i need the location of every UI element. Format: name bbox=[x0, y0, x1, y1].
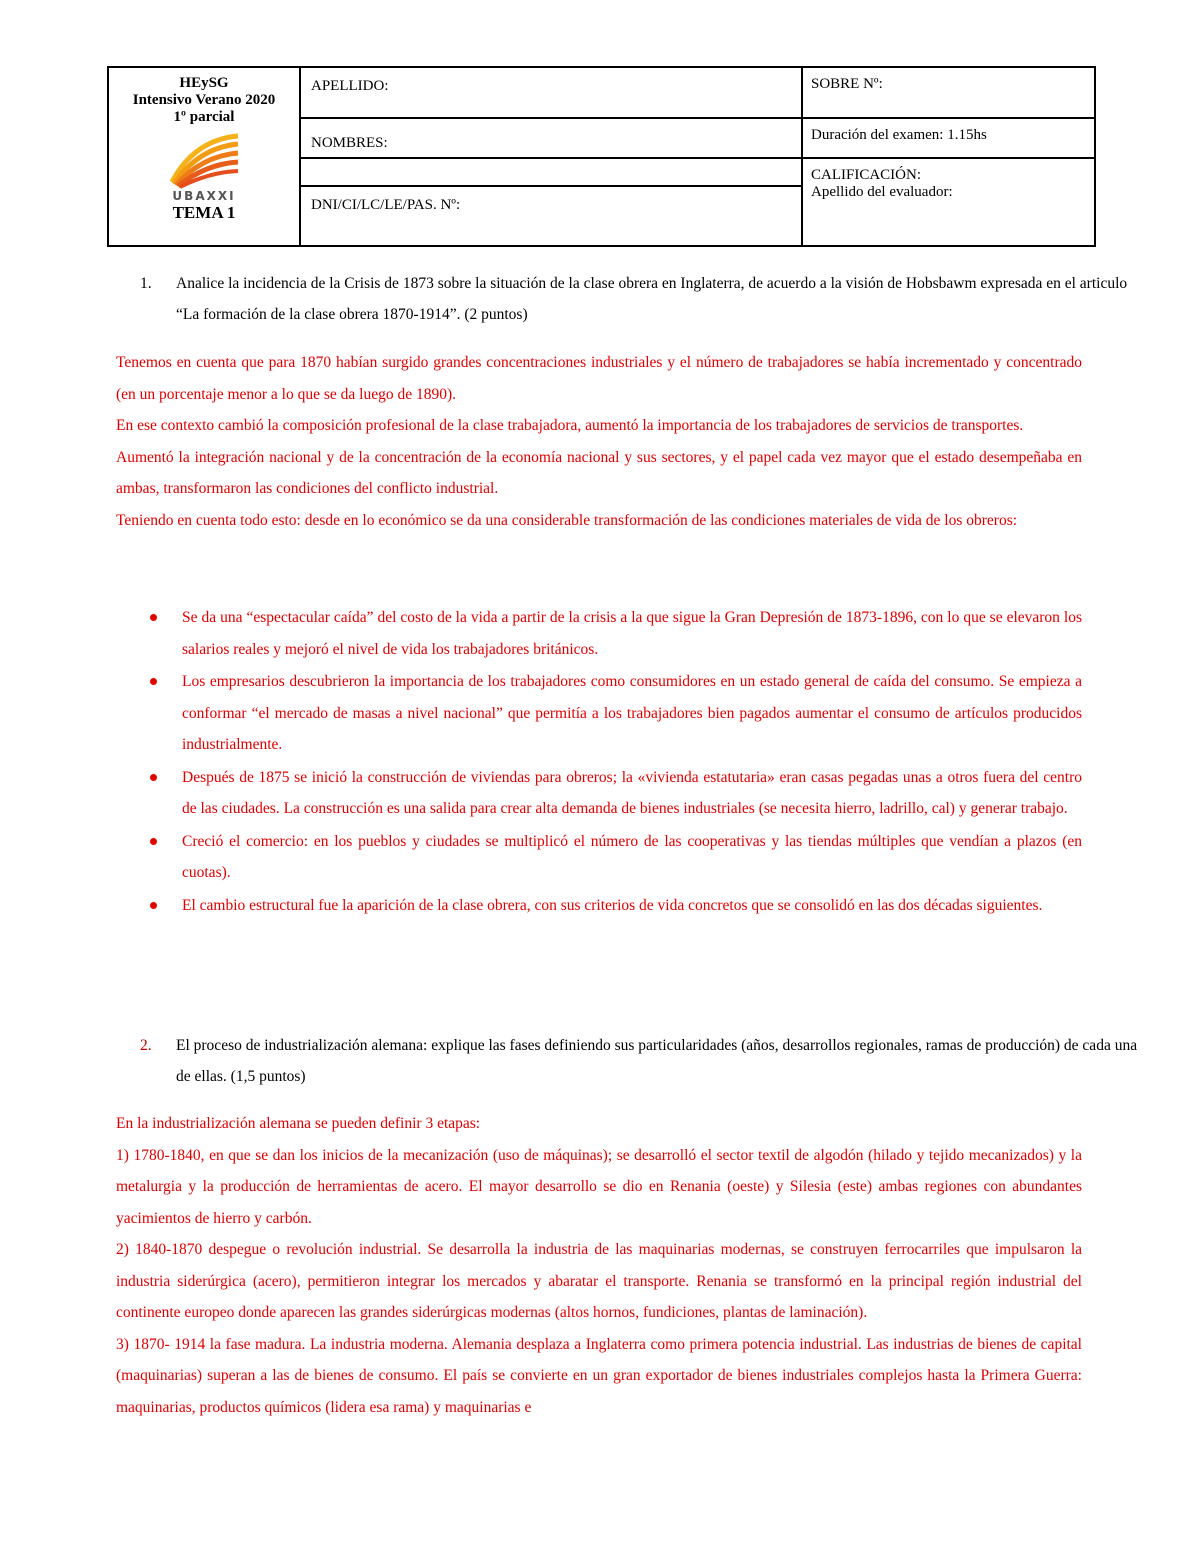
answer-1-bullet-list bbox=[150, 602, 1082, 922]
exam-part: 1º parcial bbox=[173, 109, 235, 125]
envelope-number-cell[interactable] bbox=[802, 67, 1095, 118]
surname-cell[interactable] bbox=[300, 67, 802, 118]
id-label: DNI/CI/LC/LE/PAS. Nº: bbox=[311, 197, 461, 213]
bullet-icon bbox=[150, 774, 157, 781]
answer-1-paragraph: Tenemos en cuenta que para 1870 habían surgido grandes concentraciones industriales y el número de trabajadores se había incrementado y concentrado (en un porcentaje menor a lo que se da luego de 1890). bbox=[116, 354, 1082, 403]
bullet-text: Después de 1875 se inició la construcción de viviendas para obreros; la «vivienda estatutaria» eran casas pegadas unas a otros fuera del centro de las ciudades. La construcción es una salida para crear alta demanda de bienes industriales (se necesita hierro, ladrillo, cal) y generar trabajo. bbox=[182, 768, 1082, 817]
question-2-number: 2. bbox=[140, 1037, 152, 1054]
answer-2 bbox=[116, 1108, 1082, 1423]
question-2 bbox=[140, 1030, 1140, 1092]
bullet-icon bbox=[150, 838, 157, 845]
bullet-item bbox=[150, 762, 1082, 825]
exam-topic: TEMA 1 bbox=[172, 203, 236, 222]
bullet-item bbox=[150, 602, 1082, 665]
names-cell[interactable] bbox=[300, 118, 802, 158]
answer-2-paragraph: En la industrialización alemana se pueden definir 3 etapas: bbox=[116, 1115, 481, 1132]
bullet-icon bbox=[150, 614, 157, 621]
answer-2-paragraph: 2) 1840-1870 despegue o revolución industrial. Se desarrolla la industria de las maquinarias modernas, se construyen ferrocarriles que impulsaron la industria siderúrgica (acero), permitieron integrar los mercados y abaratar el transporte. Renania se transformó en la principal región industrial del continente europeo donde aparecen las grandes siderúrgicas modernas (altos hornos, fundiciones, plantas de laminación). bbox=[116, 1241, 1082, 1321]
envelope-label: SOBRE Nº: bbox=[811, 76, 883, 92]
bullet-icon bbox=[150, 902, 157, 909]
course-name: HEySG bbox=[179, 75, 229, 91]
question-1-number: 1. bbox=[140, 275, 152, 292]
bullet-item bbox=[150, 826, 1082, 889]
id-number-cell[interactable] bbox=[300, 158, 802, 246]
bullet-text: El cambio estructural fue la aparición de la clase obrera, con sus criterios de vida concretos que se consolidó en las dos décadas siguientes. bbox=[182, 896, 1043, 914]
answer-2-paragraph: 1) 1780-1840, en que se dan los inicios de la mecanización (uso de máquinas); se desarrolló el sector textil de algodón (hilado y tejido mecanizados) y la metalurgia y la producción de herramientas de acero. El mayor desarrollo se dio en Renania (oeste) y Silesia (este) ambas regiones con abundantes yacimientos de hierro y carbón. bbox=[116, 1146, 1082, 1227]
question-2-text: El proceso de industrialización alemana: explique las fases definiendo sus particularidades (años, desarrollos regionales, ramas de producción) de cada una de ellas. (1,5 puntos) bbox=[176, 1037, 1138, 1085]
ubaxxi-logo bbox=[164, 132, 244, 202]
grade-label: CALIFICACIÓN: bbox=[811, 167, 922, 183]
bullet-item bbox=[150, 666, 1082, 761]
course-term: Intensivo Verano 2020 bbox=[132, 92, 276, 108]
course-logo-cell bbox=[108, 67, 300, 246]
grade-cell[interactable] bbox=[802, 158, 1095, 246]
question-1-text: Analice la incidencia de la Crisis de 1873 sobre la situación de la clase obrera en Inglaterra, de acuerdo a la visión de Hobsbawm expresada en el articulo “La formación de la clase obrera 1870-1914”. (2 puntos) bbox=[176, 275, 1128, 323]
question-1 bbox=[140, 268, 1140, 330]
answer-1-paragraph: Aumentó la integración nacional y de la concentración de la economía nacional y sus sectores, y el papel cada vez mayor que el estado desempeñaba en ambas, transformaron las condiciones del conflicto industrial. bbox=[116, 448, 1082, 497]
bullet-item bbox=[150, 890, 1082, 922]
answer-1-paragraph: En ese contexto cambió la composición profesional de la clase trabajadora, aumentó la importancia de los trabajadores de servicios de transportes. bbox=[116, 417, 1024, 434]
bullet-text: Los empresarios descubrieron la importancia de los trabajadores como consumidores en un estado general de caída del consumo. Se empieza a conformar “el mercado de masas a nivel nacional” que permitía a los trabajadores bien pagados aumentar el consumo de artículos producidos industrialmente. bbox=[182, 673, 1082, 753]
evaluator-label: Apellido del evaluador: bbox=[811, 184, 953, 200]
course-title bbox=[109, 75, 299, 126]
bullet-text: Creció el comercio: en los pueblos y ciudades se multiplicó el número de las cooperativas y las tiendas múltiples que vendían a plazos (en cuotas). bbox=[182, 832, 1082, 881]
surname-label: APELLIDO: bbox=[311, 78, 389, 94]
duration-label: Duración del examen: 1.15hs bbox=[811, 126, 987, 143]
exam-header-table bbox=[107, 66, 1096, 247]
bullet-text: Se da una “espectacular caída” del costo de la vida a partir de la crisis a la que sigue la Gran Depresión de 1873-1896, con lo que se elevaron los salarios reales y mejoró el nivel de vida los trabajadores británicos. bbox=[182, 609, 1082, 658]
answer-1-paragraph: Teniendo en cuenta todo esto: desde en lo económico se da una considerable transformación de las condiciones materiales de vida de los obreros: bbox=[116, 511, 1018, 529]
logo-text: UBAXXI bbox=[172, 189, 236, 202]
names-label: NOMBRES: bbox=[311, 134, 388, 151]
bullet-icon bbox=[150, 678, 157, 685]
answer-2-paragraph: 3) 1870- 1914 la fase madura. La industria moderna. Alemania desplaza a Inglaterra como primera potencia industrial. Las industrias de bienes de capital (maquinarias) superan a las de bienes de consumo. El país se convierte en un gran exportador de bienes industriales complejos hasta la Primera Guerra: maquinarias, productos químicos (lidera esa rama) y maquinarias e bbox=[116, 1335, 1082, 1416]
answer-1-intro bbox=[116, 347, 1082, 536]
duration-cell bbox=[802, 118, 1095, 158]
